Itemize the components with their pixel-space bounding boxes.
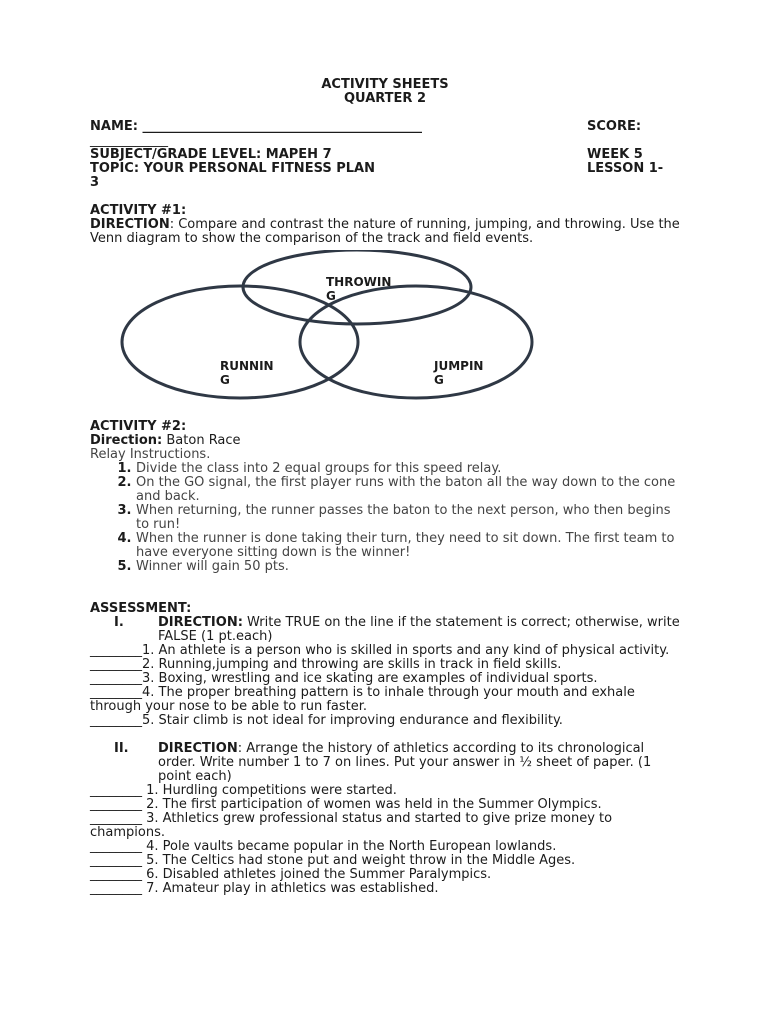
direction-text: : Compare and contrast the nature of running, jumping, and throwing. Use the Venn diagram to show the comparison of the track and field events. [90,217,680,246]
score-label: SCORE: [587,119,642,134]
lesson-continuation: 3 [90,175,100,190]
activity-sheet [90,78,680,896]
activity2-heading: ACTIVITY #2: [90,419,187,434]
chronology-item: ________ 4. Pole vaults became popular in the North European lowlands. [90,839,557,854]
part1-numeral: I. [114,615,124,630]
relay-step: 2. On the GO signal, the first player runs with the baton all the way down to the cone and back. [136,476,680,504]
activity1-direction [90,218,680,246]
name-field: NAME: ___________________________________________ [90,119,422,134]
part2-direction [90,742,680,784]
part2-numeral: II. [114,741,129,756]
true-false-item: ________5. Stair climb is not ideal for improving endurance and flexibility. [90,713,563,728]
true-false-item: ________3. Boxing, wrestling and ice skating are examples of individual sports. [90,671,598,686]
venn-diagram [90,250,680,410]
chronology-item: ________ 2. The first participation of women was held in the Summer Olympics. [90,797,602,812]
direction-label: DIRECTION: [158,615,243,630]
chronology-item: ________ 1. Hurdling competitions were started. [90,783,397,798]
activity1-heading: ACTIVITY #1: [90,203,187,218]
topic-label: TOPIC: YOUR PERSONAL FITNESS PLAN [90,161,375,176]
relay-step: 5. Winner will gain 50 pts. [136,560,680,574]
activity2-direction [90,434,680,448]
chronology-item: ________ 6. Disabled athletes joined the Summer Paralympics. [90,867,492,882]
topic-row [90,162,680,176]
direction-text: : Arrange the history of athletics according to its chronological order. Write number 1 to 7 on lines. Put your answer in ½ sheet of paper. (1 point each) [158,741,652,784]
subject-row [90,148,680,162]
direction-text: Baton Race [162,433,241,448]
direction-label: DIRECTION [90,217,170,232]
venn-ellipse-running [122,286,358,398]
relay-step: 1. Divide the class into 2 equal groups for this speed relay. [136,462,680,476]
venn-label-running-1: RUNNIN [220,359,274,373]
chronology-item: ________ 3. Athletics grew professional status and started to give prize money to champions. [90,811,613,840]
direction-label: Direction: [90,433,163,448]
subject-label: SUBJECT/GRADE LEVEL: MAPEH 7 [90,147,332,162]
lesson-label: LESSON 1- [587,161,664,176]
relay-title: Relay Instructions. [90,447,211,462]
venn-label-jumping-1: JUMPIN [434,359,484,373]
sheet-title: ACTIVITY SHEETS [321,77,449,92]
relay-step: 4. When the runner is done taking their turn, they need to sit down. The first team to have everyone sitting down is the winner! [136,532,680,560]
direction-text: Write TRUE on the line if the statement is correct; otherwise, write FALSE (1 pt.each) [158,615,680,644]
relay-steps [90,462,680,574]
direction-label: DIRECTION [158,741,238,756]
assessment-heading: ASSESSMENT: [90,601,192,616]
venn-label-running-2: G [220,373,230,387]
chronology-item: ________ 5. The Celtics had stone put and weight throw in the Middle Ages. [90,853,576,868]
week-label: WEEK 5 [587,147,643,162]
name-line-continuation: ____________ [90,133,168,148]
venn-label-jumping-2: G [434,373,444,387]
part1-direction [90,616,680,644]
true-false-item: ________1. An athlete is a person who is skilled in sports and any kind of physical activity. [90,643,670,658]
true-false-item: ________2. Running,jumping and throwing are skills in track in field skills. [90,657,562,672]
chronology-item: ________ 7. Amateur play in athletics was established. [90,881,439,896]
name-row [90,120,680,134]
venn-label-throwing-1: THROWIN [326,275,392,289]
quarter-label: QUARTER 2 [343,91,427,106]
venn-label-throwing-2: G [326,289,336,303]
relay-step: 3. When returning, the runner passes the baton to the next person, who then begins to run! [136,504,680,532]
true-false-item: ________4. The proper breathing pattern is to inhale through your mouth and exhale through your nose to be able to run faster. [90,685,635,714]
